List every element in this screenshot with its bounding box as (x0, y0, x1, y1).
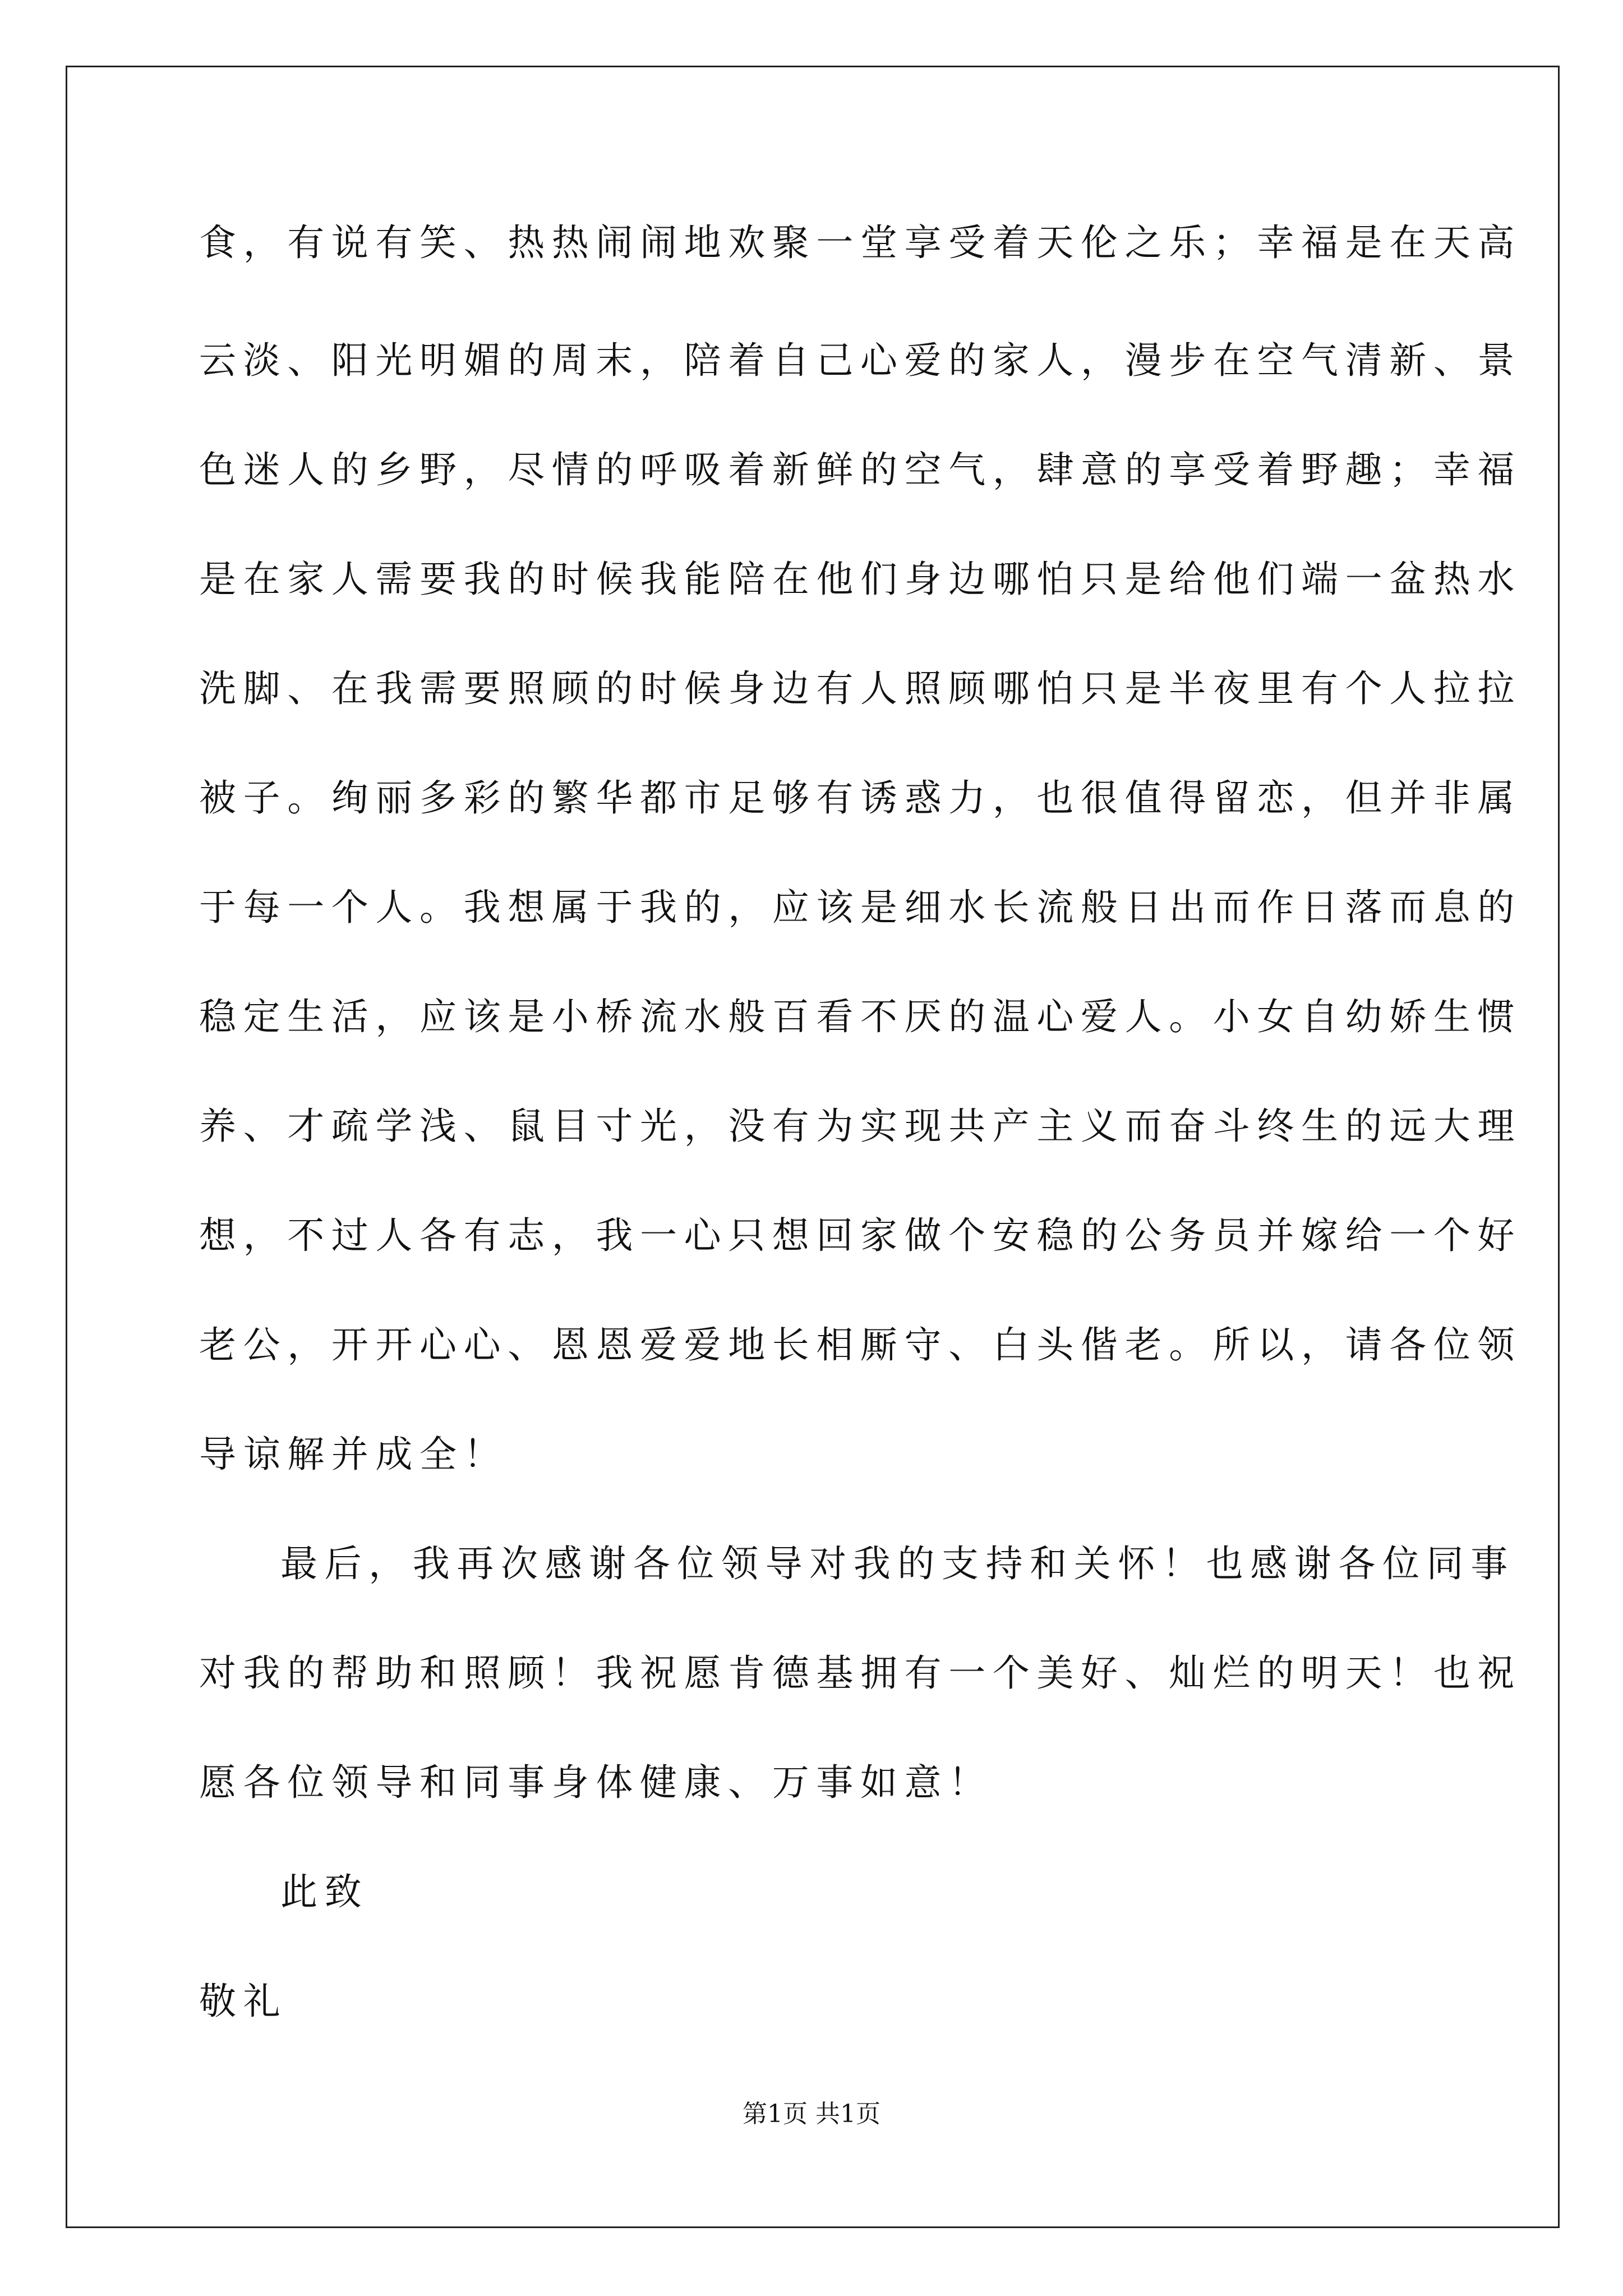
body-line-1: 食，有说有笑、热热闹闹地欢聚一堂享受着天伦之乐；幸福是在天高 (199, 221, 1521, 264)
body-line-4: 是在家人需要我的时候我能陪在他们身边哪怕只是给他们端一盆热水 (199, 558, 1521, 601)
body-line-3: 色迷人的乡野，尽情的呼吸着新鲜的空气，肆意的享受着野趣；幸福 (199, 448, 1521, 491)
body-line-2: 云淡、阳光明媚的周末，陪着自己心爱的家人，漫步在空气清新、景 (199, 339, 1521, 382)
body-line-8: 稳定生活，应该是小桥流水般百看不厌的温心爱人。小女自幼娇生惯 (199, 995, 1521, 1038)
closing-line-1: 最后，我再次感谢各位领导对我的支持和关怀！也感谢各位同事 (280, 1542, 1515, 1585)
salutation-jingli: 敬礼 (199, 1980, 288, 2023)
body-line-6: 被子。绚丽多彩的繁华都市足够有诱惑力，也很值得留恋，但并非属 (199, 776, 1521, 820)
body-line-11: 老公，开开心心、恩恩爱爱地长相厮守、白头偕老。所以，请各位领 (199, 1323, 1521, 1366)
body-line-7: 于每一个人。我想属于我的，应该是细水长流般日出而作日落而息的 (199, 886, 1521, 929)
body-line-10: 想，不过人各有志，我一心只想回家做个安稳的公务员并嫁给一个好 (199, 1214, 1521, 1257)
body-line-5: 洗脚、在我需要照顾的时候身边有人照顾哪怕只是半夜里有个人拉拉 (199, 667, 1521, 710)
body-line-9: 养、才疏学浅、鼠目寸光，没有为实现共产主义而奋斗终生的远大理 (199, 1105, 1521, 1148)
closing-line-3: 愿各位领导和同事身体健康、万事如意！ (199, 1761, 993, 1804)
body-line-12: 导谅解并成全！ (199, 1433, 508, 1476)
page-footer: 第1页 共1页 (743, 2100, 880, 2128)
closing-line-2: 对我的帮助和照顾！我祝愿肯德基拥有一个美好、灿烂的明天！也祝 (199, 1651, 1521, 1695)
salutation-cizhi: 此致 (280, 1870, 369, 1913)
